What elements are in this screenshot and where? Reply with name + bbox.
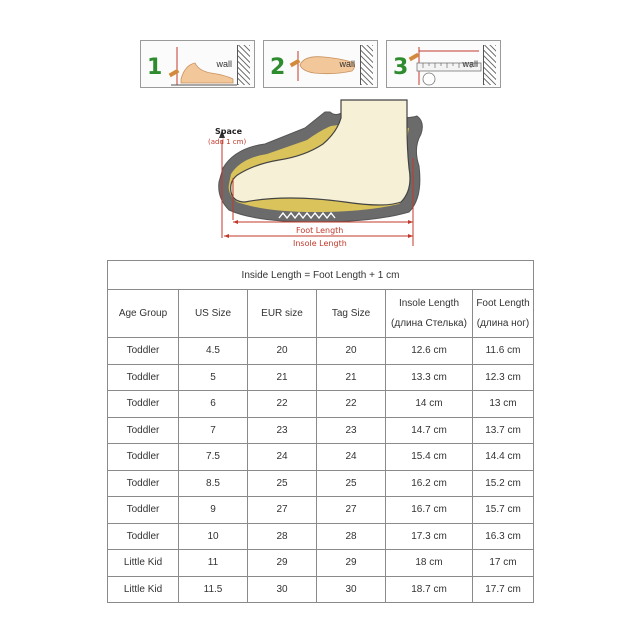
wall-icon bbox=[360, 45, 373, 85]
table-cell: 13 cm bbox=[473, 391, 534, 418]
step-number: 1 bbox=[147, 55, 163, 80]
table-cell: 30 bbox=[248, 576, 317, 603]
wall-icon bbox=[483, 45, 496, 85]
table-cell: 10 bbox=[179, 523, 248, 550]
table-cell: Toddler bbox=[108, 391, 179, 418]
table-cell: 11.5 bbox=[179, 576, 248, 603]
table-cell: 6 bbox=[179, 391, 248, 418]
header-insole-length: Insole Length (длина Стелька) bbox=[386, 290, 473, 338]
step-1-panel bbox=[140, 40, 255, 88]
space-label: Space bbox=[215, 127, 243, 136]
table-row bbox=[108, 444, 534, 471]
table-cell: 9 bbox=[179, 497, 248, 524]
table-cell: 13.7 cm bbox=[473, 417, 534, 444]
table-cell: 21 bbox=[317, 364, 386, 391]
table-cell: 4.5 bbox=[179, 338, 248, 365]
header-eur-size: EUR size bbox=[248, 290, 317, 338]
table-cell: 23 bbox=[317, 417, 386, 444]
size-chart-table bbox=[107, 260, 534, 603]
table-row bbox=[108, 417, 534, 444]
table-cell: Toddler bbox=[108, 338, 179, 365]
table-cell: 24 bbox=[248, 444, 317, 471]
table-cell: Toddler bbox=[108, 444, 179, 471]
table-row bbox=[108, 470, 534, 497]
table-cell: Little Kid bbox=[108, 550, 179, 577]
space-add-label: (add 1 cm) bbox=[208, 138, 247, 146]
table-cell: Toddler bbox=[108, 364, 179, 391]
table-cell: 15.2 cm bbox=[473, 470, 534, 497]
table-row bbox=[108, 364, 534, 391]
wall-label: wall bbox=[339, 59, 355, 69]
table-cell: 23 bbox=[248, 417, 317, 444]
table-cell: 14.7 cm bbox=[386, 417, 473, 444]
table-cell: 27 bbox=[317, 497, 386, 524]
table-cell: Toddler bbox=[108, 417, 179, 444]
table-cell: 16.7 cm bbox=[386, 497, 473, 524]
table-row bbox=[108, 576, 534, 603]
table-row bbox=[108, 550, 534, 577]
table-cell: 28 bbox=[317, 523, 386, 550]
table-cell: 13.3 cm bbox=[386, 364, 473, 391]
measurement-steps bbox=[140, 40, 502, 90]
table-cell: 20 bbox=[248, 338, 317, 365]
table-cell: 7 bbox=[179, 417, 248, 444]
table-cell: 16.3 cm bbox=[473, 523, 534, 550]
table-cell: 5 bbox=[179, 364, 248, 391]
insole-length-label: Insole Length bbox=[293, 239, 347, 248]
table-cell: 17.3 cm bbox=[386, 523, 473, 550]
table-cell: 12.6 cm bbox=[386, 338, 473, 365]
step-2-panel bbox=[263, 40, 378, 88]
table-caption-row bbox=[108, 261, 534, 290]
table-cell: 29 bbox=[248, 550, 317, 577]
table-cell: Little Kid bbox=[108, 576, 179, 603]
table-cell: 7.5 bbox=[179, 444, 248, 471]
table-row bbox=[108, 523, 534, 550]
table-cell: 8.5 bbox=[179, 470, 248, 497]
header-age-group: Age Group bbox=[108, 290, 179, 338]
table-cell: 25 bbox=[248, 470, 317, 497]
wall-label: wall bbox=[216, 59, 232, 69]
step-number: 2 bbox=[270, 55, 286, 80]
table-cell: 15.4 cm bbox=[386, 444, 473, 471]
wall-label: wall bbox=[462, 59, 478, 69]
table-cell: 27 bbox=[248, 497, 317, 524]
header-tag-size: Tag Size bbox=[317, 290, 386, 338]
table-cell: Toddler bbox=[108, 497, 179, 524]
wall-icon bbox=[237, 45, 250, 85]
table-cell: 22 bbox=[317, 391, 386, 418]
table-row bbox=[108, 338, 534, 365]
table-cell: 21 bbox=[248, 364, 317, 391]
table-cell: 28 bbox=[248, 523, 317, 550]
table-cell: 17.7 cm bbox=[473, 576, 534, 603]
table-cell: 12.3 cm bbox=[473, 364, 534, 391]
table-cell: Toddler bbox=[108, 470, 179, 497]
table-row bbox=[108, 391, 534, 418]
table-cell: 25 bbox=[317, 470, 386, 497]
table-row bbox=[108, 497, 534, 524]
table-cell: 18.7 cm bbox=[386, 576, 473, 603]
table-header-row bbox=[108, 290, 534, 338]
table-cell: 18 cm bbox=[386, 550, 473, 577]
table-cell: 16.2 cm bbox=[386, 470, 473, 497]
step-number: 3 bbox=[393, 55, 409, 80]
table-cell: 14 cm bbox=[386, 391, 473, 418]
table-cell: Toddler bbox=[108, 523, 179, 550]
table-cell: 11.6 cm bbox=[473, 338, 534, 365]
table-cell: 14.4 cm bbox=[473, 444, 534, 471]
header-foot-length: Foot Length (длина ног) bbox=[473, 290, 534, 338]
table-cell: 20 bbox=[317, 338, 386, 365]
header-us-size: US Size bbox=[179, 290, 248, 338]
table-cell: 22 bbox=[248, 391, 317, 418]
table-cell: 15.7 cm bbox=[473, 497, 534, 524]
table-cell: 24 bbox=[317, 444, 386, 471]
step-3-panel bbox=[386, 40, 501, 88]
table-caption: Inside Length = Foot Length + 1 cm bbox=[108, 261, 534, 290]
table-cell: 29 bbox=[317, 550, 386, 577]
table-cell: 17 cm bbox=[473, 550, 534, 577]
table-cell: 11 bbox=[179, 550, 248, 577]
foot-length-label: Foot Length bbox=[296, 226, 344, 235]
table-cell: 30 bbox=[317, 576, 386, 603]
